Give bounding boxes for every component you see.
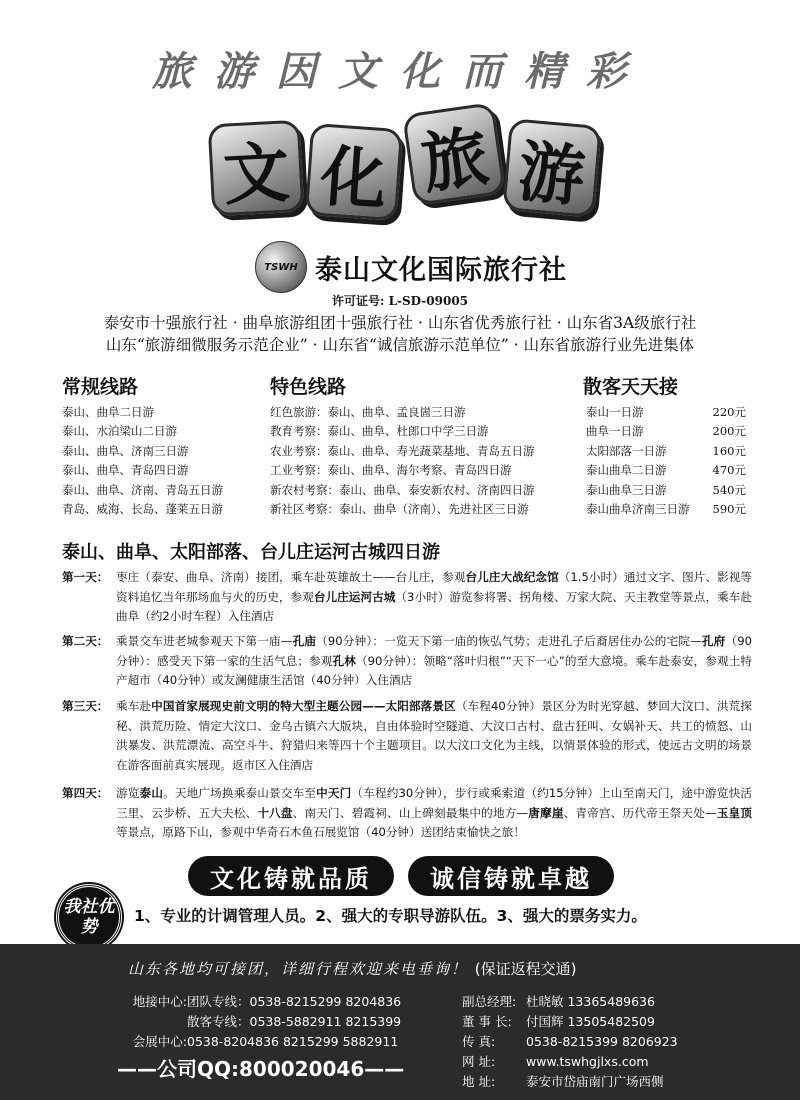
tour-price: 540元 xyxy=(712,482,746,497)
tour-price: 590元 xyxy=(712,502,746,517)
day-text xyxy=(116,568,752,627)
contact-label: 传 真: xyxy=(462,1034,496,1049)
contact-value: 杜晓敏 13365489636 xyxy=(526,994,655,1009)
tour-name: 曲阜一日游 xyxy=(586,424,644,439)
day-2 xyxy=(62,632,752,691)
contact-line xyxy=(115,992,401,1012)
license-number: 许可证号: L-SD-09005 xyxy=(331,294,469,308)
list-item xyxy=(586,403,746,422)
list-item xyxy=(586,500,746,519)
day-label: 第三天： xyxy=(62,699,109,713)
highlight-attraction: 十八盘 xyxy=(257,805,293,820)
itinerary-text: （车程40分钟）景区分为时光穿越、梦回大汶口、洪荒探秘、洪荒历险、情定大汶口、金乌古镇六大版块，自由体验时空隧道、大汶口古村、盘古狂叫、女娲补天、共工的愤怒、山洪暴发、洪荒漂流、高空斗牛、狩猎归来等四十个主题项目。以大汶口文化为主线，以情景体验的形式，使远古文明的场景在游客面前真实展现。返市区入住酒店 xyxy=(116,699,752,772)
day-text xyxy=(116,632,752,691)
highlight-attraction: 中天门 xyxy=(316,786,352,800)
tour-name: 泰山曲阜三日游 xyxy=(586,482,667,497)
day-label: 第一天： xyxy=(62,570,109,584)
highlight-attraction: 唐摩崖 xyxy=(528,805,564,820)
title-tile-2: 化 xyxy=(305,123,403,221)
itinerary-text: （90分钟）：领略“落叶归根”“天下一心”的至大意境。乘车赴泰安，参观土特产超市（40分钟）或友澜健康生活馆（40分钟）入住酒店 xyxy=(116,653,752,688)
website-link[interactable]: www.tswhgjlxs.com xyxy=(526,1054,649,1069)
regular-routes-list xyxy=(62,403,223,519)
title-tile-3: 旅 xyxy=(402,102,506,206)
day-label: 第四天： xyxy=(62,786,109,800)
contact-line xyxy=(115,1012,401,1032)
contact-line xyxy=(462,1012,678,1032)
contact-value: 散客专线：0538-5882911 8215399 xyxy=(187,1014,402,1029)
tour-name: 泰山曲阜济南三日游 xyxy=(586,502,690,517)
footer-headline-text: 山东各地均可接团，详细行程欢迎来电垂询！ xyxy=(128,960,469,978)
slogan-banner xyxy=(188,856,614,896)
daily-tours-list xyxy=(586,403,746,519)
special-routes-title: 特色线路 xyxy=(270,376,347,398)
company-name: 泰山文化国际旅行社 xyxy=(315,254,567,286)
contact-value: 付国辉 13505482509 xyxy=(526,1014,655,1029)
tour-name: 泰山曲阜二日游 xyxy=(586,463,667,478)
tour-title: 泰山、曲阜、太阳部落、台儿庄运河古城四日游 xyxy=(62,542,440,563)
honors-line-2: 山东“旅游细微服务示范企业” · 山东省“诚信旅游示范单位” · 山东省旅游行业先进集体 xyxy=(105,336,695,354)
itinerary-text: 。天地广场换乘泰山景交车至 xyxy=(163,786,317,800)
tour-price: 470元 xyxy=(712,463,746,478)
itinerary-text: 等景点，原路下山，参观中华奇石木鱼石展览馆（40分钟）送团结束愉快之旅！ xyxy=(116,825,525,840)
contact-label: 地 址: xyxy=(462,1074,496,1089)
special-routes-list xyxy=(270,403,535,519)
regular-routes-title: 常规线路 xyxy=(62,376,139,398)
highlight-attraction: 台儿庄运河古城 xyxy=(313,589,396,604)
footer-note: (保证返程交通) xyxy=(474,960,577,978)
contact-left xyxy=(115,992,401,1052)
tour-name: 太阳部落一日游 xyxy=(586,443,667,458)
advantage-text: 1、专业的计调管理人员。2、强大的专职导游队伍。3、强大的票务实力。 xyxy=(134,907,647,925)
day-label: 第二天： xyxy=(62,634,109,648)
contact-value: 0538-8204836 8215299 5882911 xyxy=(187,1034,399,1049)
tour-name: 泰山一日游 xyxy=(586,405,644,419)
company-logo: TSWH xyxy=(255,241,307,293)
contact-label: 地接中心: xyxy=(132,994,187,1009)
contact-label xyxy=(115,1012,187,1032)
contact-label: 会展中心: xyxy=(132,1034,187,1049)
list-item: 泰山、曲阜、青岛四日游 xyxy=(62,463,189,478)
list-item: 新农村考察：泰山、曲阜、泰安新农村、济南四日游 xyxy=(270,482,535,497)
contact-line xyxy=(462,1032,678,1052)
list-item xyxy=(586,442,746,461)
honors-line-1: 泰安市十强旅行社 · 曲阜旅游组团十强旅行社 · 山东省优秀旅行社 · 山东省3A级旅行社 xyxy=(103,314,697,332)
list-item: 工业考察：泰山、曲阜、海尔考察、青岛四日游 xyxy=(270,463,512,478)
list-item: 泰山、水泊梁山二日游 xyxy=(62,424,177,439)
banner-left: 文化铸就品质 xyxy=(188,856,394,896)
itinerary-text: 枣庄（泰安、曲阜、济南）接团，乘车赴英雄故土——台儿庄，参观 xyxy=(116,570,466,584)
contact-line xyxy=(462,992,678,1012)
contact-value: 泰安市岱庙南门广场西侧 xyxy=(526,1074,664,1089)
itinerary-text: 、青帝宫、历代帝王祭天处— xyxy=(563,805,717,820)
highlight-attraction: 孔庙 xyxy=(292,634,317,648)
company-qq: ——公司QQ:800020046—— xyxy=(117,1057,405,1081)
list-item: 红色旅游：泰山、曲阜、孟良崮三日游 xyxy=(270,405,466,419)
slogan: 旅游因文化而精彩 xyxy=(152,48,648,95)
contact-line xyxy=(115,1032,401,1052)
day-text xyxy=(116,697,752,775)
contact-right xyxy=(462,992,678,1092)
itinerary-text: 、南天门、碧霞祠、山上碑刻最集中的地方— xyxy=(292,805,529,820)
itinerary-text: （3小时）游览参将署、拐角楼、万家大院、天主教堂等景点，乘车赴曲阜（约2小时车程）入住酒店 xyxy=(116,589,752,624)
honors xyxy=(0,312,800,356)
itinerary-text: （90分钟）：一览天下第一庙的恢弘气势；走进孔子后裔居住办公的宅院— xyxy=(316,634,702,648)
itinerary-text: （1.5小时）通过文字、图片、影视等资料追忆当年那场血与火的历史，参观 xyxy=(116,570,752,604)
itinerary-text: （90分钟）：感受天下第一家的生活气息；参观 xyxy=(116,634,752,668)
contact-line xyxy=(462,1072,678,1092)
day-3 xyxy=(62,697,752,775)
itinerary-text: 乘车赴 xyxy=(116,699,152,713)
advantage-badge: 我社优势 xyxy=(56,884,122,950)
highlight-attraction: 孔府 xyxy=(701,634,726,648)
contact-label: 网 址: xyxy=(462,1054,496,1069)
itinerary-text: 游览 xyxy=(116,786,140,800)
footer xyxy=(0,944,800,1100)
list-item: 农业考察：泰山、曲阜、寿光蔬菜基地、青岛五日游 xyxy=(270,443,535,458)
highlight-attraction: 玉皇顶 xyxy=(716,805,752,820)
list-item: 泰山、曲阜二日游 xyxy=(62,405,154,419)
highlight-attraction: 台儿庄大战纪念馆 xyxy=(465,570,559,584)
itinerary-text: 乘景交车进老城参观天下第一庙— xyxy=(116,634,293,648)
highlight-attraction: 中国首家展现史前文明的特大型主题公园——太阳部落景区 xyxy=(151,699,456,713)
tour-price: 220元 xyxy=(712,405,746,419)
highlight-attraction: 泰山 xyxy=(139,786,164,800)
list-item: 泰山、曲阜、济南、青岛五日游 xyxy=(62,482,223,497)
contact-label: 副总经理: xyxy=(462,994,517,1009)
list-item: 泰山、曲阜、济南三日游 xyxy=(62,443,189,458)
itinerary-text: （车程约30分钟），步行或乘索道（约15分钟）上山至南天门，途中游览快活三里、云步桥、五大夫松、 xyxy=(116,786,752,820)
list-item xyxy=(586,422,746,441)
tour-price: 200元 xyxy=(712,424,746,439)
contact-label: 董 事 长: xyxy=(462,1014,512,1029)
list-item xyxy=(586,461,746,480)
title-tile-4: 游 xyxy=(502,118,602,218)
list-item: 青岛、威海、长岛、蓬莱五日游 xyxy=(62,502,223,517)
highlight-attraction: 孔林 xyxy=(332,653,356,668)
title-tile-1: 文 xyxy=(208,120,305,217)
day-1 xyxy=(62,568,752,627)
list-item: 新社区考察：泰山、曲阜（济南）、先进社区三日游 xyxy=(270,502,529,517)
big-title xyxy=(210,108,600,223)
contact-line xyxy=(462,1052,678,1072)
footer-headline xyxy=(128,958,577,979)
company-header xyxy=(255,240,567,294)
tour-price: 160元 xyxy=(712,443,746,458)
contact-value: 0538-8215399 8206923 xyxy=(526,1034,678,1049)
list-item: 教育考察：泰山、曲阜、杜郎口中学三日游 xyxy=(270,424,489,439)
banner-right: 诚信铸就卓越 xyxy=(408,856,614,896)
daily-tours-title: 散客天天接 xyxy=(583,376,679,398)
day-4 xyxy=(62,784,752,843)
list-item xyxy=(586,481,746,500)
day-text xyxy=(116,784,752,843)
contact-value: 团队专线：0538-8215299 8204836 xyxy=(187,994,402,1009)
